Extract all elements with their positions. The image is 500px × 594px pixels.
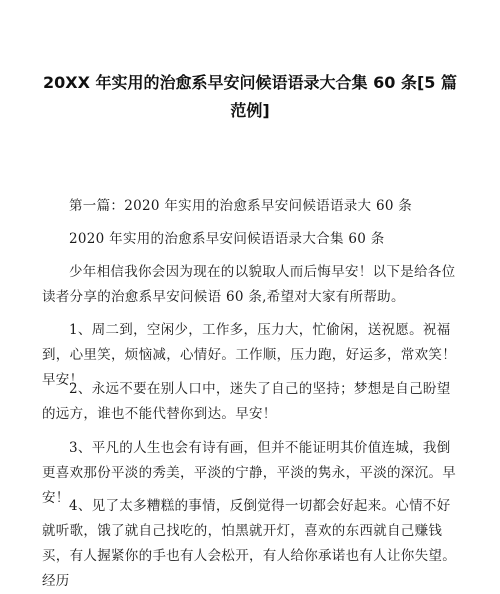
paragraph-7: 4、见了太多糟糕的事情，反倒觉得一切都会好起来。心情不好就听歌，饿了就自己找吃的，怕黑就开灯，喜欢的东西就自己赚钱买，有人握紧你的手也有人会松开，有人给你承诺也有人让你失望。经历 (42, 498, 456, 589)
paragraph-2: 2020 年实用的治愈系早安问候语语录大合集 60 条 (69, 231, 385, 247)
paragraph-5: 2、永远不要在别人口中，迷失了自己的坚持；梦想是自己盼望的远方，谁也不能代替你到达。早安！ (42, 381, 451, 422)
document-title: 20XX 年实用的治愈系早安问候语语录大合集 60 条[5 篇范例] (43, 73, 457, 120)
paragraph-1: 第一篇：2020 年实用的治愈系早安问候语语录大 60 条 (69, 198, 413, 214)
paragraph-3: 少年相信我你会因为现在的以貌取人而后悔早安！以下是给各位读者分享的治愈系早安问候语 60 条,希望对大家有所帮助。 (42, 264, 456, 305)
paragraph-4: 1、周二到，空闲少，工作多，压力大，忙偷闲，送祝愿。祝福到，心里笑，烦恼减，心情好。工作顺，压力跑，好运多，常欢笑！早安！ (42, 322, 456, 388)
paragraph-6: 3、平凡的人生也会有诗有画，但并不能证明其价值连城，我倒更喜欢那份平淡的秀美，平淡的宁静，平淡的隽永，平淡的深沉。早安！ (42, 440, 456, 506)
